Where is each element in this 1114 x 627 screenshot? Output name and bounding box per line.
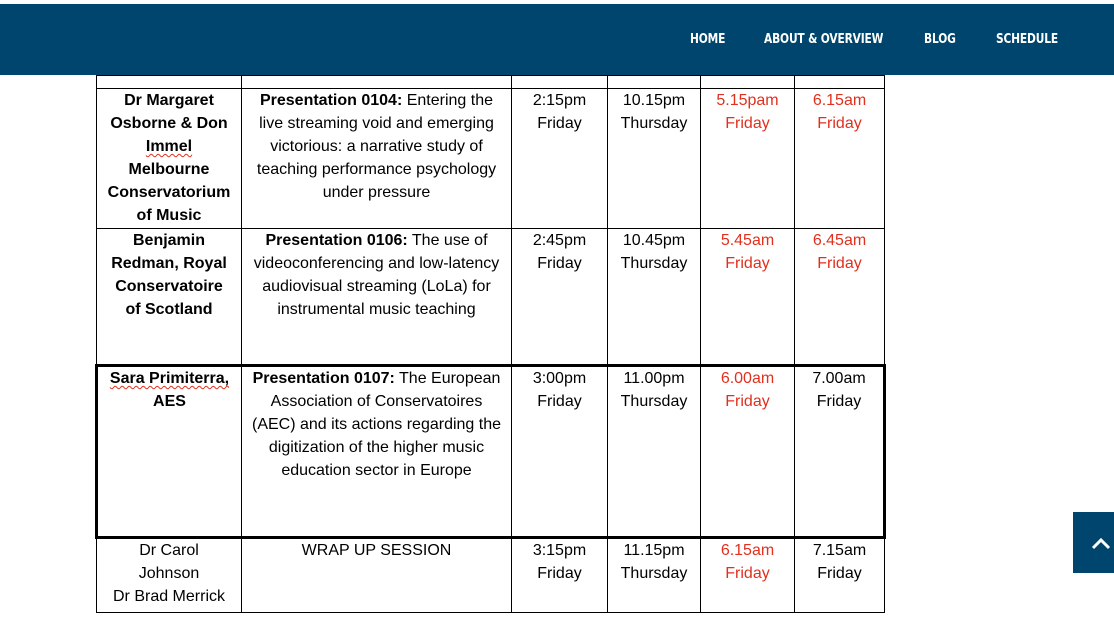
schedule-table-container [95,75,886,613]
nav-about-overview[interactable]: ABOUT & OVERVIEW [764,32,884,47]
day: Friday [725,255,770,272]
time-cell [795,366,885,538]
presenter-line: of Music [136,207,202,224]
table-row [97,89,885,229]
time: 10.15pm [622,92,686,109]
day: Friday [725,393,770,410]
nav-home[interactable]: HOME [690,32,726,47]
presentation-title: The European Association of Conservatoires (AEC) and its actions regarding the digitization of the higher music education sector in Europe [251,370,501,479]
presenter-cell [97,229,242,366]
time: 5.45am [720,232,775,249]
presenter-line: Benjamin [132,232,205,249]
time: 6.00am [720,370,775,387]
day: Thursday [620,393,688,410]
time-cell [795,538,885,613]
presenter-cell [97,538,242,613]
presenter-line: Redman, Royal [111,255,227,272]
day: Friday [817,565,862,582]
day: Friday [816,393,862,410]
presenter-line: Melbourne [128,161,210,178]
time: 2:45pm [532,232,587,249]
presenter-line: Dr Margaret [124,92,214,109]
time-cell [608,538,701,613]
time-cell [795,89,885,229]
presenter-line: Dr Carol [139,542,199,559]
time-cell [701,89,795,229]
day: Friday [725,565,770,582]
table-row [97,538,885,613]
time: 7.15am [812,542,867,559]
time: 2:15pm [532,92,587,109]
presentation-cell [242,229,512,366]
table-row-partial [97,76,885,89]
presentation-number: Presentation 0106: [265,232,408,249]
presenter-cell [97,89,242,229]
day: Thursday [620,115,688,132]
presenter-line: AES [153,393,186,410]
time-cell [701,366,795,538]
time-cell [512,89,608,229]
time-cell [608,89,701,229]
presentation-cell [242,366,512,538]
time: 11.15pm [623,542,685,559]
presentation-cell [242,89,512,229]
day: Friday [817,115,862,132]
presenter-line: Conservatoire [115,278,223,295]
presentation-title: Entering the live streaming void and emerging victorious: a narrative study of teaching performance psychology under pressure [256,92,497,201]
presentation-number: Presentation 0104: [259,92,403,109]
table-row-highlighted [97,366,885,538]
day: Thursday [620,255,688,272]
day: Friday [537,115,582,132]
day: Friday [537,565,582,582]
time: 6.15am [720,542,775,559]
time: 6.45am [812,232,867,249]
day: Friday [537,255,582,272]
time-cell [608,366,701,538]
nav-schedule[interactable]: SCHEDULE [996,32,1058,47]
presenter-line: Dr Brad Merrick [112,588,225,605]
time-cell [512,538,608,613]
presenter-line: Immel [145,138,193,155]
presenter-line: of Scotland [125,301,213,318]
time-cell [701,229,795,366]
day: Thursday [620,565,688,582]
chevron-up-icon [1091,536,1111,550]
time-cell [701,538,795,613]
nav-blog[interactable]: BLOG [924,32,956,47]
time-cell [512,366,608,538]
presenter-cell [97,366,242,538]
time: 3:15pm [532,542,587,559]
presentation-cell: WRAP UP SESSION [242,538,512,613]
presentation-number: Presentation 0107: [252,370,395,387]
presenter-line: Johnson [138,565,200,582]
day: Friday [537,393,582,410]
day: Friday [725,115,770,132]
time: 11.00pm [623,370,685,387]
time: 3:00pm [532,370,587,387]
scroll-to-top-button[interactable] [1073,512,1114,573]
presenter-line: Osborne & Don [110,115,228,132]
schedule-table [95,75,886,613]
time: 7.00am [812,370,866,387]
site-header [0,4,1114,75]
time-cell [795,229,885,366]
time-cell [512,229,608,366]
time: 10.45pm [622,232,686,249]
time: 5.15pam [716,92,779,109]
table-row [97,229,885,366]
presentation-title: The use of videoconferencing and low-latency audiovisual streaming (LoLa) for instrumental music teaching [253,232,500,318]
presenter-line: Sara Primiterra, [109,370,230,387]
presenter-line: Conservatorium [107,184,231,201]
time: 6.15am [812,92,867,109]
day: Friday [817,255,862,272]
time-cell [608,229,701,366]
